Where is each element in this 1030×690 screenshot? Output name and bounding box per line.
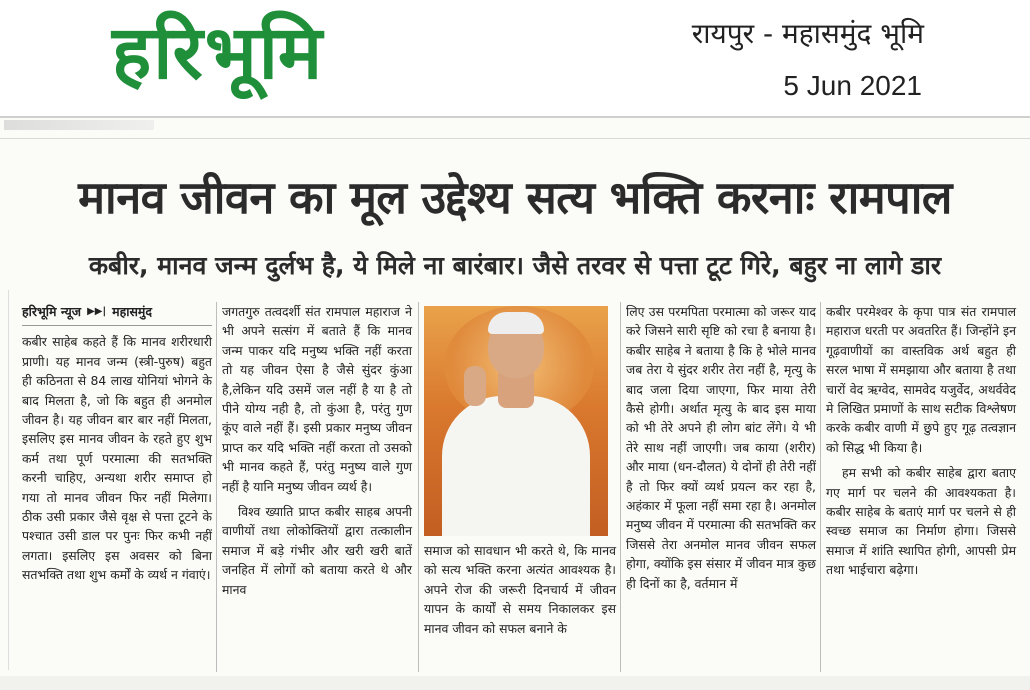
photo-hair: [488, 312, 544, 334]
edition-label: रायपुर - महासमुंद भूमि: [691, 17, 924, 50]
publication-date: 5 Jun 2021: [783, 70, 922, 101]
adjacent-column-edge: [0, 290, 9, 670]
article-column-5: [826, 302, 1016, 580]
paragraph: जगतगुरु तत्वदर्शी संत रामपाल महाराज ने भी अपने सत्संग में बताते हैं कि मानव जन्म पाकर यदि मनुष्य भक्ति नहीं करता तो यह जीवन ऐसा है जैसे सुंदर कुंआ है,लेकिन यदि उसमें जल नहीं है या है तो पीने योग्य नही है, तो कुंआ है, परंतु गुण कूंए वाले नहीं हैं। इसी प्रकार मनुष्य जीवन प्राप्त कर यदि भक्ति नहीं करता तो उसको भी मानव कहते हैं, परंतु मनुष्य वाले गुण नहीं है यानि मनुष्य जीवन व्यर्थ है।: [222, 304, 412, 494]
clipping-bottom-edge: [0, 676, 1030, 690]
byline-place: महासमुंद: [112, 304, 153, 319]
faded-text-smudge: [4, 120, 154, 130]
byline: [22, 302, 212, 326]
article-headline: मानव जीवन का मूल उद्देश्य सत्य भक्ति करनाः रामपाल: [78, 171, 952, 224]
column-divider: [620, 302, 621, 672]
column-divider: [820, 302, 821, 672]
masthead: [0, 0, 1030, 118]
photo-white-kurta: [442, 396, 590, 536]
article-column-2: [222, 302, 412, 599]
paragraph: कबीर साहेब कहते हैं कि मानव शरीरधारी प्राणी। यह मानव जन्म (स्त्री-पुरुष) बहुत ही कठिनता से 84 लाख योनियां भोगने के बाद मिलता है, जो कि बहुत ही अनमोल जीवन है। यह जीवन बार बार नहीं मिलता, इसलिए इस मानव जीवन के रहते हुए शुभ कर्म तथा पूर्ण परमात्मा की सतभक्ति करनी चाहिए, अन्यथा शरीर समाप्त हो गया तो मानव जीवन फिर नहीं मिलेगा। ठीक उसी प्रकार जैसे वृक्ष से पत्ता टूटने के पश्चात उसी डाल पर पुनः फिर कभी नहीं लगता। इसलिए इस अवसर को बिना सतभक्ति तथा शुभ कर्मों के व्यर्थ न गंवाएं।: [22, 334, 212, 583]
article-column-1: [22, 302, 212, 585]
article-column-3: [424, 541, 616, 638]
paragraph: समाज को सावधान भी करते थे, कि मानव को सत्य भक्ति करना अत्यंत आवश्यक है। अपने रोज की जरूरी दिनचार्य में जीवन यापन के कार्यों से समय निकालकर इस मानव जीवन को सफल बनाने के: [424, 543, 616, 636]
photo-raised-hand: [464, 366, 486, 406]
clipping-edge: [0, 118, 1030, 139]
paragraph: कबीर परमेश्वर के कृपा पात्र संत रामपाल महाराज धरती पर अवतरित हैं। जिन्होंने इन गूढ़वाणीयों का वास्तविक अर्थ बहुत ही सरल भाषा में समझाया और बताया है तथा चारों वेद ऋग्वेद, सामवेद यजुर्वेद, अथर्ववेद मे लिखित प्रमाणों के साथ सटीक विश्लेषण करके कबीर वाणी में छुपे हुए गूढ़ तत्वज्ञान को सिद्ध भी किया है।: [826, 304, 1016, 455]
double-arrow-icon: ▶▶|: [87, 306, 107, 317]
article-column-4: [626, 302, 816, 593]
paragraph: विश्व ख्याति प्राप्त कबीर साहब अपनी वाणीयों तथा लोकोक्तियों द्वारा तत्कालीन समाज में बड़े गंभीर और खरी खरी बातें जनहित में लोगों को बताया करते थे और मानव: [222, 504, 412, 597]
sant-rampal-photo: [424, 306, 608, 536]
newspaper-logo: हरिभूमि: [112, 10, 325, 96]
paragraph: हम सभी को कबीर साहेब द्वारा बताए गए मार्ग पर चलने की आवश्यकता है। कबीर साहेब के बताएं मार्ग पर चलने से ही स्वच्छ समाज का निर्माण होगा। जिससे समाज में शांति स्थापित होगी, आपसी प्रेम तथा भाईचारा बढ़ेगा।: [826, 465, 1016, 578]
column-divider: [418, 302, 419, 672]
paragraph: लिए उस परमपिता परमात्मा को जरूर याद करे जिसने सारी सृष्टि को रचा है बनाया है। कबीर साहेब ने बताया है कि हे भोले मानव जब तेरा ये सुंदर शरीर तेरा नहीं है, मृत्यु के बाद जला दिया जाएगा, फिर माया तेरी कैसे होगी। अर्थात मृत्यु के बाद इस माया को भी तेरे अपने ही लोग बांट लेंगे। ये भी तेरे साथ नहीं जाएगी। जब काया (शरीर) और माया (धन-दौलत) ये दोनों ही तेरी नहीं है तो फिर क्यों व्यर्थ प्रयत्न कर रहा है, अहंकार में फूला नहीं समा रहा है। अनमोल मनुष्य जीवन में परमात्मा की सतभक्ति कर जिससे तेरा अनमोल मानव जीवन सफल होगा, क्योंकि इस संसार में जीवन मात्र कुछ ही दिनों का है, वर्तमान में: [626, 304, 816, 591]
column-divider: [216, 302, 217, 672]
byline-source: हरिभूमि न्यूज: [22, 304, 82, 319]
article-subhead: कबीर, मानव जन्म दुर्लभ है, ये मिले ना बारंबार। जैसे तरवर से पत्ता टूट गिरे, बहुर ना लागे डार: [88, 251, 942, 280]
